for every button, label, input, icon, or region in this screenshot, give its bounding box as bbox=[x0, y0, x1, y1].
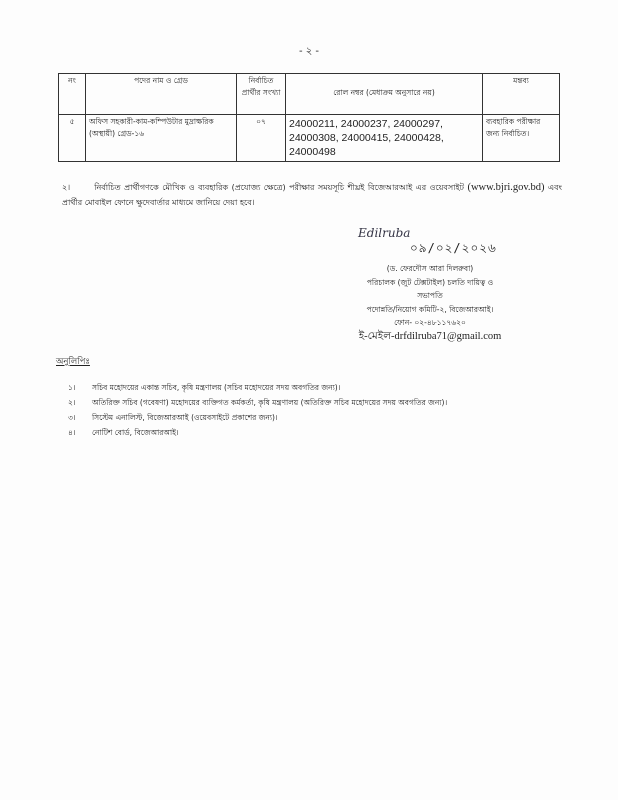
cell-post: অফিস সহকারী-কাম-কম্পিউটার মুদ্রাক্ষরিক (অস্থায়ী) গ্রেড-১৬ bbox=[86, 115, 237, 162]
paragraph-text-1: নির্বাচিত প্রার্থীগণকে মৌখিক ও ব্যবহারিক (প্রযোজ্য ক্ষেত্রে) পরীক্ষার সময়সূচি শীঘ্রই বিজেআরআই এর ওয়েবসাইট bbox=[94, 183, 465, 192]
header-no: নং bbox=[59, 74, 86, 115]
header-post: পদের নাম ও গ্রেড bbox=[86, 74, 237, 115]
list-item bbox=[68, 380, 447, 395]
table-header-row bbox=[59, 74, 560, 115]
item-number: ৩। bbox=[68, 413, 76, 422]
header-rolls: রোল নম্বর (মেধাক্রম অনুসারে নয়) bbox=[286, 74, 483, 115]
paragraph-number: ২। bbox=[62, 183, 71, 192]
header-count: নির্বাচিত প্রার্থীর সংখ্যা bbox=[237, 74, 286, 115]
list-item bbox=[68, 395, 447, 410]
signature-date: ০৯/০২/২০২৬ bbox=[410, 241, 497, 255]
handwritten-signature: Edilruba bbox=[358, 226, 411, 240]
signature-block bbox=[330, 262, 530, 343]
item-number: ১। bbox=[68, 383, 76, 392]
signatory-name: (ড. ফেরদৌস আরা দিলরুবা) bbox=[386, 264, 474, 273]
notice-paragraph bbox=[62, 180, 562, 210]
paragraph-text-2: এবং প্রার্থীর মোবাইল ফোনে ক্ষুদেবার্তার মাধ্যমে জানিয়ে দেয়া হবে। bbox=[62, 183, 562, 207]
item-text: নোটিশ বোর্ড, বিজেআরআই। bbox=[92, 428, 179, 437]
cell-no: ৫ bbox=[59, 115, 86, 162]
copies-title: অনুলিপিঃ bbox=[56, 357, 90, 367]
item-number: ২। bbox=[68, 398, 76, 407]
signatory-committee: পদোন্নতি/নিয়োগ কমিটি-২, বিজেআরআই। bbox=[366, 304, 494, 314]
cell-count: ০৭ bbox=[237, 115, 286, 162]
website-link[interactable]: (www.bjri.gov.bd) bbox=[467, 182, 545, 193]
item-text: সিস্টেম এনালিস্ট, বিজেআরআই (ওয়েবসাইটে প্রকাশের জন্য)। bbox=[92, 413, 278, 422]
header-remark: মন্তব্য bbox=[483, 74, 560, 115]
signatory-role: সভাপতি bbox=[417, 291, 443, 300]
results-table bbox=[58, 73, 560, 162]
item-number: ৪। bbox=[68, 428, 76, 437]
cell-remark: ব্যবহারিক পরীক্ষার জন্য নির্বাচিত। bbox=[483, 115, 560, 162]
item-text: অতিরিক্ত সচিব (গবেষণা) মহোদয়ের ব্যক্তিগত কর্মকর্তা, কৃষি মন্ত্রণালয় (অতিরিক্ত সচিব মহোদয়ের সদয় অবগতির জন্য)। bbox=[92, 398, 448, 407]
table-row bbox=[59, 115, 560, 162]
cell-rolls: 24000211, 24000237, 24000297, 24000308, 24000415, 24000428, 24000498 bbox=[286, 115, 483, 162]
signatory-phone: ফোন- ০২-৪৮১১৭৬২০ bbox=[394, 318, 466, 327]
copies-list bbox=[68, 380, 447, 440]
item-text: সচিব মহোদয়ের একান্ত সচিব, কৃষি মন্ত্রণালয় (সচিব মহোদয়ের সদয় অবগতির জন্য)। bbox=[92, 383, 341, 392]
signatory-email: ই-মেইল-drfdilruba71@gmail.com bbox=[358, 330, 502, 342]
list-item bbox=[68, 410, 447, 425]
list-item bbox=[68, 425, 447, 440]
signatory-title: পরিচালক (জুট টেক্সটাইল) চলতি দায়িত্ব ও bbox=[366, 277, 494, 287]
page-number: - ২ - bbox=[298, 46, 320, 57]
